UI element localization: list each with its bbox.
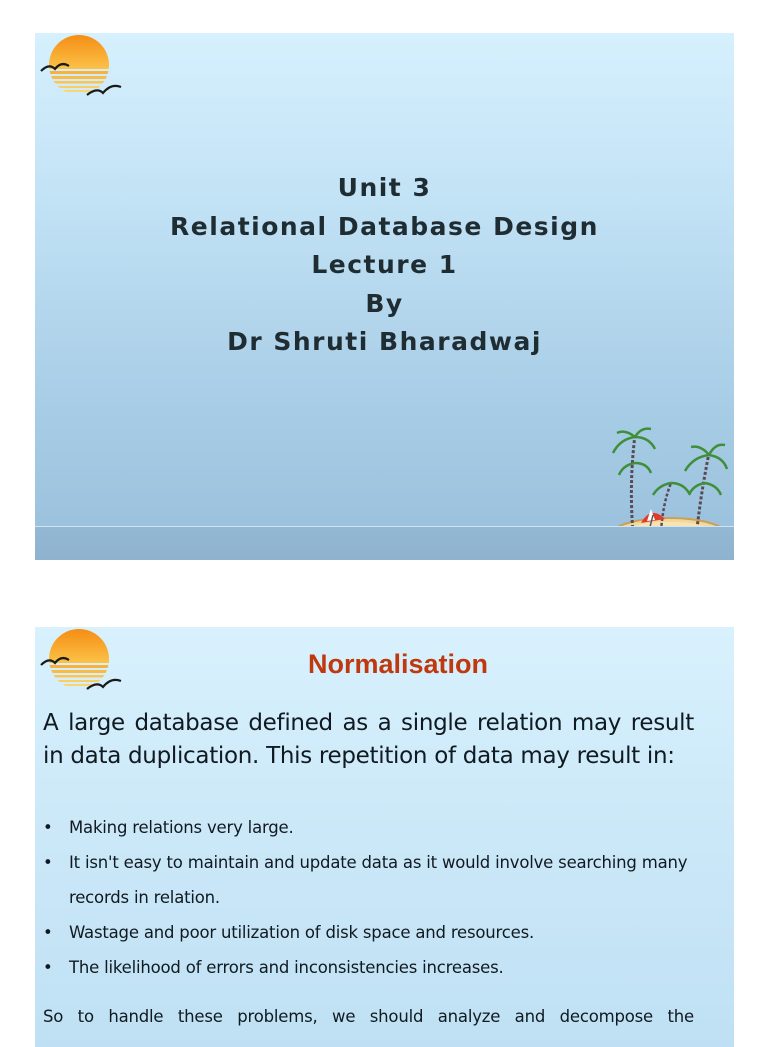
list-item: • Wastage and poor utilization of disk space and resources.: [43, 915, 694, 950]
list-item: • The likelihood of errors and inconsistencies increases.: [43, 950, 694, 985]
bullet-icon: •: [43, 853, 53, 872]
title-line-by: By: [365, 288, 404, 318]
bullet-icon: •: [43, 958, 53, 977]
title-line-course: Relational Database Design: [170, 211, 599, 241]
bullet-icon: •: [43, 923, 53, 942]
title-line-author: Dr Shruti Bharadwaj: [227, 327, 542, 356]
title-line-unit: Unit 3: [337, 173, 432, 202]
sun-logo-icon: [39, 33, 129, 105]
list-item: • It isn't easy to maintain and update data as it would involve searching many records in relation.: [43, 845, 694, 915]
conclusion-paragraph: So to handle these problems, we should analyze and decompose the: [43, 1007, 694, 1026]
bullet-list: [43, 810, 694, 985]
slide-heading: Normalisation: [307, 649, 489, 679]
title-block: [35, 169, 734, 362]
slide-floor: [35, 526, 734, 560]
content-slide: [35, 627, 734, 1047]
title-slide: [35, 33, 734, 560]
title-line-lecture: Lecture 1: [311, 250, 458, 279]
intro-paragraph: A large database defined as a single relation may result in data duplication. This repetition of data may result in:: [43, 710, 694, 769]
list-item: • Making relations very large.: [43, 810, 694, 845]
bullet-icon: •: [43, 818, 53, 837]
